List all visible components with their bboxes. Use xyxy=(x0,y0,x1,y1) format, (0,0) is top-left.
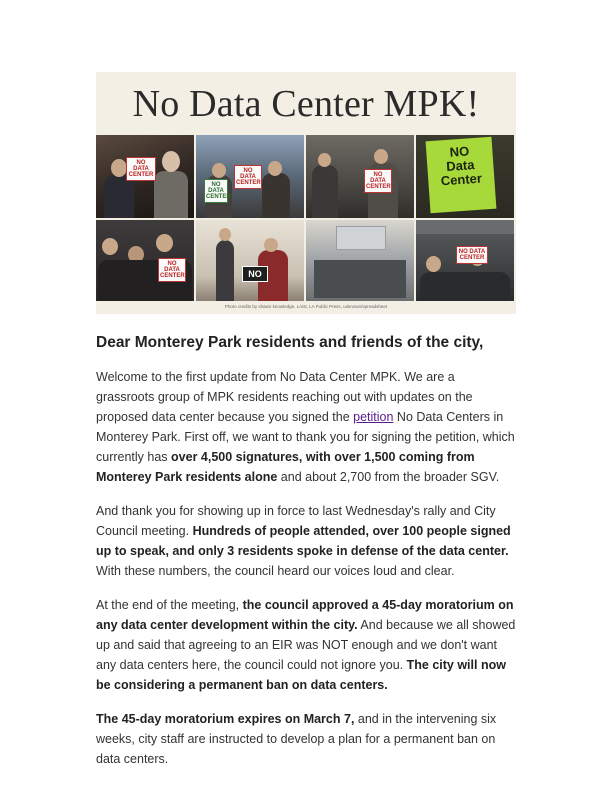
rally-photo-5 xyxy=(96,220,194,301)
bold-text: over 4,500 signatures, with over 1,500 coming from Monterey Park residents alone xyxy=(96,450,475,484)
text-span: With these numbers, the council heard our voices loud and clear. xyxy=(96,564,455,578)
text-span: and in the intervening six weeks, city staff are instructed to develop a plan for a permanent ban on data centers. xyxy=(96,712,497,766)
text-span: And because we all showed up and said that agreeing to an EIR was NOT enough and we don't want any data centers here, the council could not ignore you. xyxy=(96,618,516,672)
paragraph-rally xyxy=(96,501,516,581)
text-span: No Data Centers in Monterey Park. First off, we want to thank you for signing the petition, which currently has xyxy=(96,410,515,464)
protest-sign: NO DATA CENTER xyxy=(158,258,186,282)
bold-text: The city will now be considering a permanent ban on data centers. xyxy=(96,658,506,692)
greeting-heading: Dear Monterey Park residents and friends of the city, xyxy=(96,334,484,351)
rally-photo-8 xyxy=(416,220,514,301)
text-span: At the end of the meeting, xyxy=(96,598,243,612)
text-span: Welcome to the first update from No Data Center MPK. We are a grassroots group of MPK residents reaching out with updates on the proposed data center because you signed the xyxy=(96,370,473,424)
protest-sign: NO DATA CENTER xyxy=(126,157,156,181)
bold-text: The 45-day moratorium expires on March 7, xyxy=(96,712,355,726)
photo-credit: Photo credits by shawn knowledge, LAist, LA Public Press, unknown/spreadsheet xyxy=(224,304,388,309)
rally-photo-2 xyxy=(196,135,304,218)
bold-text: Hundreds of people attended, over 100 people signed up to speak, and only 3 residents spoke in defense of the data center. xyxy=(96,524,511,558)
protest-sign: NO DATA CENTER xyxy=(364,169,392,193)
paragraph-welcome xyxy=(96,367,516,487)
bold-text: the council approved a 45-day moratorium on any data center development within the city. xyxy=(96,598,514,632)
rally-photo-4 xyxy=(416,135,514,218)
paragraph-moratorium xyxy=(96,595,516,695)
rally-photo-1 xyxy=(96,135,194,218)
rally-photo-3 xyxy=(306,135,414,218)
text-span: and about 2,700 from the broader SGV. xyxy=(277,470,500,484)
protest-sign: NO DATA CENTER xyxy=(234,165,262,189)
rally-photo-6 xyxy=(196,220,304,301)
text-span: And thank you for showing up in force to last Wednesday's rally and City Council meeting. xyxy=(96,504,496,538)
protest-sign: NO DATA CENTER xyxy=(204,179,228,203)
header-banner xyxy=(96,72,516,314)
no-sign: NO xyxy=(242,266,268,282)
petition-link[interactable]: petition xyxy=(353,410,394,424)
email-body xyxy=(96,72,516,769)
green-protest-sign: NO Data Center xyxy=(426,137,497,213)
paragraph-expiry xyxy=(96,709,516,769)
banner-title: No Data Center MPK! xyxy=(132,83,480,125)
photo-collage xyxy=(96,135,516,303)
council-chamber-photo xyxy=(306,220,414,301)
protest-sign: NO DATA CENTER xyxy=(456,246,488,264)
